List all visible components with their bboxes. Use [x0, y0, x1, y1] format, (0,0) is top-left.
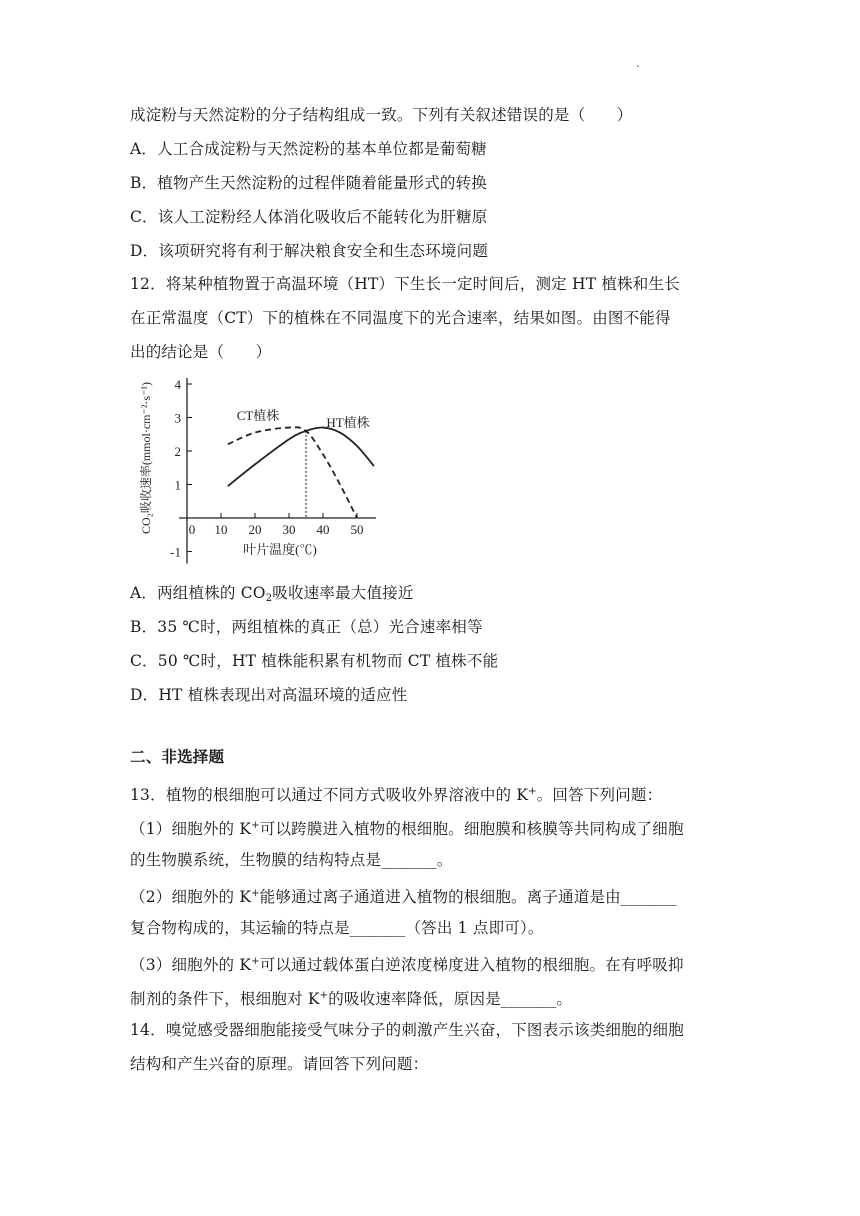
- y-tick-label: 4: [174, 377, 181, 392]
- q12-option-c: C．50 ℃时，HT 植株能积累有机物而 CT 植株不能: [130, 652, 499, 670]
- q12-stem-line1: 12．将某种植物置于高温环境（HT）下生长一定时间后，测定 HT 植株和生长: [130, 275, 680, 293]
- q13-part3-line1: （3）细胞外的 K+可以通过载体蛋白逆浓度梯度进入植物的根细胞。在有呼吸抑: [130, 956, 684, 974]
- q13-part1-line2: 的生物膜系统，生物膜的结构特点是_______。: [130, 851, 453, 869]
- x-tick-label: 50: [350, 522, 364, 537]
- x-axis-label: 叶片温度(℃): [243, 542, 317, 557]
- q12-option-d: D．HT 植株表现出对高温环境的适应性: [130, 686, 408, 704]
- y-tick-label: -1: [170, 544, 181, 560]
- q11-option-b: B．植物产生天然淀粉的过程伴随着能量形式的转换: [130, 174, 487, 192]
- header-mark: .: [636, 56, 640, 70]
- x-tick-label: 10: [214, 522, 228, 537]
- q12-option-a: A．两组植株的 $CO_2$吸收速率最大值接近: [130, 584, 414, 604]
- q14-stem-line2: 结构和产生兴奋的原理。请回答下列问题：: [130, 1055, 429, 1073]
- q11-option-c: C．该人工淀粉经人体消化吸收后不能转化为肝糖原: [130, 208, 488, 226]
- ht-series-line: [228, 428, 374, 487]
- y-axis-label: CO₂吸收速率(mmol·cm⁻²·s⁻¹): [139, 381, 153, 535]
- q12-stem-line2: 在正常温度（CT）下的植株在不同温度下的光合速率，结果如图。由图不能得: [130, 309, 671, 327]
- section-heading: 二、非选择题: [130, 747, 225, 766]
- q13-part2-line1: （2）细胞外的 K+能够通过离子通道进入植物的根细胞。离子通道是由_______: [130, 888, 677, 906]
- x-tick-label: 20: [248, 522, 262, 537]
- y-tick-label: 1: [174, 477, 181, 493]
- q13-part1-line1: （1）细胞外的 K+可以跨膜进入植物的根细胞。细胞膜和核膜等共同构成了细胞: [130, 820, 684, 838]
- q12-stem-line3: 出的结论是（ ）: [130, 343, 272, 361]
- photosynthesis-chart: [130, 372, 400, 572]
- q13-part2-line2: 复合物构成的，其运输的特点是_______（答出 1 点即可）。: [130, 919, 544, 937]
- q11-stem-tail: 成淀粉与天然淀粉的分子结构组成一致。下列有关叙述错误的是（ ）: [130, 106, 633, 124]
- q11-option-d: D．该项研究将有利于解决粮食安全和生态环境问题: [130, 242, 489, 260]
- y-tick-label: 3: [174, 410, 181, 426]
- q13-part3-line2: 制剂的条件下，根细胞对 K+的吸收速率降低，原因是_______。: [130, 990, 573, 1008]
- x-tick-label: 40: [316, 522, 330, 537]
- q13-stem: 13．植物的根细胞可以通过不同方式吸收外界溶液中的 K+。回答下列问题：: [130, 786, 663, 804]
- x-tick-label: 30: [282, 522, 296, 537]
- y-tick-label: 2: [174, 444, 181, 459]
- ht-series-label: HT植株: [326, 415, 370, 430]
- x-tick-label: 0: [188, 522, 196, 537]
- q12-option-b: B．35 ℃时，两组植株的真正（总）光合速率相等: [130, 618, 483, 636]
- ct-series-line: [228, 427, 357, 518]
- ct-series-label: CT植株: [236, 408, 280, 423]
- q11-option-a: A．人工合成淀粉与天然淀粉的基本单位都是葡萄糖: [130, 140, 487, 158]
- q14-stem-line1: 14．嗅觉感受器细胞能接受气味分子的刺激产生兴奋，下图表示该类细胞的细胞: [130, 1021, 684, 1039]
